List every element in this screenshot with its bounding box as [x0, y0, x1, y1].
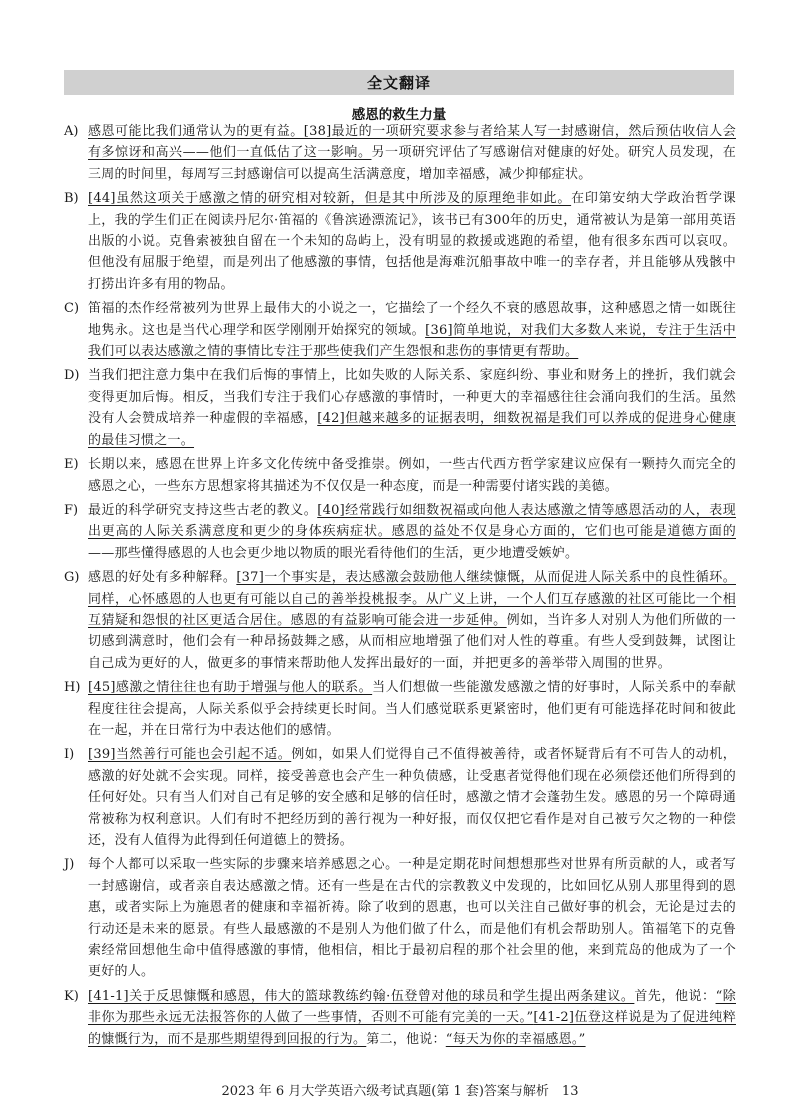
paragraph-label: I) [64, 747, 75, 763]
answer-evidence-underlined: 感恩可能比我们通常认为的更有益。[38]最近的一项研究要求参与者给某人写一封感谢信，然后预估收信人会有多惊讶和高兴——他们一直低估了这一影响。 [88, 124, 736, 161]
paragraph-text [88, 677, 736, 741]
answer-evidence-underlined: [40]经常践行如细数祝福或向他人表达感激之情等感恩活动的人，表现出更高的人际关系满意度和更少的身体疾病症状。感恩的益处不仅是身心方面的，它们也可能是道德方面的 [88, 502, 736, 540]
text-segment: ——那些懂得感恩的人也会更少地以物质的眼光看待他们的生活，更少地遭受嫉妒。 [88, 545, 579, 561]
paragraph-c [64, 298, 736, 362]
text-segment: 例如，当许多人对别人为他们所做的一切感到满意时，他们会有一种昂扬鼓舞之感，从而相应地增强了他们对人性的尊重。有些人受到鼓舞，试图让自己成为更好的人，做更多的事情来帮助他人发挥出最好的一面，并把更多的善举带入周围的世界。 [88, 612, 736, 671]
paragraph-text [88, 365, 736, 451]
text-segment: 第二，他说： [366, 1031, 446, 1047]
paragraph-text [88, 188, 736, 295]
paragraph-text [88, 744, 736, 851]
section-title: 全文翻译 [366, 74, 431, 92]
text-segment: 笛福的杰作经常被列为世界上最伟大的小说之一，它描绘了一个经久不衰的感恩故事，这种感恩之情一如既往地隽永。这也是当代心理学和医学刚刚开始探究的领域。 [88, 301, 736, 338]
paragraph-label: J) [64, 857, 75, 873]
paragraph-label: F) [64, 502, 79, 518]
paragraph-f [64, 500, 736, 564]
paragraph-i [64, 744, 736, 851]
answer-evidence-underlined: [36]简单地说，对我们大多数人来说，专注于生活中我们可以表达感激之情的事情比专注于那些使我们产生怨恨和悲伤的事情更有帮助。 [88, 322, 736, 360]
paragraph-text [88, 567, 736, 674]
answer-evidence-underlined: “每天为你的幸福感恩。” [445, 1031, 586, 1047]
paragraph-text [88, 298, 736, 362]
paragraph-text [88, 500, 736, 564]
text-segment: 另一项研究评估了写感谢信对健康的好处。研究人员发现，在三周的时间里，每周写三封感谢信可以提高生活满意度，增加幸福感，减少抑郁症状。 [88, 145, 736, 182]
article-title: 感恩的救生力量 [351, 107, 447, 123]
text-segment: 感恩的好处有多种解释。 [88, 570, 237, 586]
text-segment: 长期以来，感恩在世界上许多文化传统中备受推崇。例如，一些古代西方哲学家建议应保有一颗持久而完全的感恩之心，一些东方思想家将其描述为不仅仅是一种态度，而是一种需要付诸实践的美德。 [88, 457, 736, 494]
answer-evidence-underlined: [45]感激之情往往也有助于增强与他人的联系。 [88, 680, 373, 696]
text-segment: 在印第安纳大学政治哲学课上，我的学生们正在阅读丹尼尔·笛福的《鲁滨逊漂流记》，该书已有300年的历史，通常被认为是第一部用英语出版的小说。克鲁索被独自留在一个未知的岛屿上，没有明显的救援或逃跑的希望，他有很多东西可以哀叹。但他没有屈服于绝望，而是列出了他感激的事情，包括他是海难沉船事故中唯一的幸存者，并且能够从残骸中打捞出许多有用的物品。 [88, 191, 736, 292]
answer-evidence-underlined: [37]一个事实是，表达感激会鼓励他人继续慷慨，从而促进人际关系中的良性循环。同样，心怀感恩的人也更有可能以自己的善举投桃报李。从广义上讲，一个人们互存感激的社区可能比一个相互猜疑和怨恨的社区更适合居住。感恩的有益影响可能会进一步延伸。 [88, 570, 736, 628]
paragraph-label: H) [64, 680, 81, 696]
paragraph-label: A) [64, 124, 79, 139]
text-segment: 首先，他说： [634, 988, 716, 1004]
paragraph-text [88, 454, 736, 497]
paragraph-h [64, 677, 736, 741]
section-banner [64, 70, 734, 95]
text-segment: 例如，如果人们觉得自己不值得被善待，或者怀疑背后有不可告人的动机，感激的好处就不会实现。同样，接受善意也会产生一种负债感，让受惠者觉得他们现在必须偿还他们所得到的任何好处。只有当人们对自己有足够的安全感和足够的信任时，感激之情才会蓬勃生发。感恩的另一个障碍通常被称为权利意识。人们有时不把经历到的善行视为一种好报，而仅仅把它看作是对自己被亏欠之物的一种偿还，没有人值得为此得到任何道德上的赞扬。 [88, 747, 736, 848]
text-segment: 最近的科学研究支持这些古老的教义。 [88, 502, 318, 518]
paragraph-j [64, 854, 736, 982]
answer-evidence-underlined: [39]当然善行可能也会引起不适。 [88, 747, 292, 763]
paragraph-text [88, 121, 736, 185]
paragraph-k [64, 986, 736, 1050]
paragraph-text [88, 986, 736, 1050]
paragraph-label: K) [64, 988, 79, 1004]
page-footer: 2023 年 6 月大学英语六级考试真题(第 1 套)答案与解析 13 [221, 1084, 579, 1099]
paragraph-b [64, 188, 736, 295]
paragraph-g [64, 567, 736, 674]
paragraph-e [64, 454, 736, 497]
paragraph-text [88, 854, 736, 982]
paragraph-label: G) [64, 570, 80, 586]
answer-evidence-underlined: [41-1]关于反思慷慨和感恩，伟大的篮球教练约翰·伍登曾对他的球员和学生提出两条建议。 [88, 988, 635, 1004]
paragraph-d [64, 365, 736, 451]
paragraph-label: D) [64, 368, 80, 384]
paragraph-a [64, 121, 736, 185]
text-segment: 每个人都可以采取一些实际的步骤来培养感恩之心。一种是定期花时间想想那些对世界有所贡献的人，或者写一封感谢信，或者亲自表达感激之情。还有一些是在古代的宗教教义中发现的，比如回忆从别人那里得到的恩惠，或者实际上为施恩者的健康和幸福祈祷。除了收到的恩惠，也可以关注自己做好事的机会，无论是过去的行动还是未来的愿景。有些人最感激的不是别人为他们做了什么，而是他们有机会帮助别人。笛福笔下的克鲁索经常回想他生命中值得感激的事情，他相信，相比于最初启程的那个社会里的他，来到荒岛的他成为了一个更好的人。 [88, 857, 736, 980]
answer-evidence-underlined: [42]但越来越多的证据表明，细数祝福是我们可以养成的促进身心健康的最佳习惯之一。 [88, 411, 736, 448]
paragraph-label: C) [64, 301, 80, 317]
answer-evidence-underlined: “除非你为那些永远无法报答你的人做了一些事情，否则不可能有完美的一天。” [88, 988, 736, 1026]
article-body [64, 121, 736, 1053]
text-segment: 当我们把注意力集中在我们后悔的事情上，比如失败的人际关系、家庭纠纷、事业和财务上的挫折，我们就会变得更加后悔。相反，当我们专注于我们心存感激的事情时，一种更大的幸福感往往会涌向我们的生活。虽然没有人会赞成培养一种虚假的幸福感， [88, 368, 736, 427]
paragraph-label: E) [64, 457, 79, 473]
answer-evidence-underlined: [41-2]伍登这样说是为了促进纯粹的慷慨行为，而不是那些期望得到回报的行为。 [88, 1010, 736, 1047]
answer-evidence-underlined: [44]虽然这项关于感激之情的研究相对较新，但是其中所涉及的原理绝非如此。 [88, 191, 572, 207]
paragraph-label: B) [64, 191, 79, 207]
text-segment: 当人们想做一些能激发感激之情的好事时，人际关系中的奉献程度往往会提高，人际关系似乎会持续更长时间。当人们感觉联系更紧密时，他们更有可能选择花时间和彼此在一起，并在日常行为中表达他们的感情。 [88, 680, 736, 738]
